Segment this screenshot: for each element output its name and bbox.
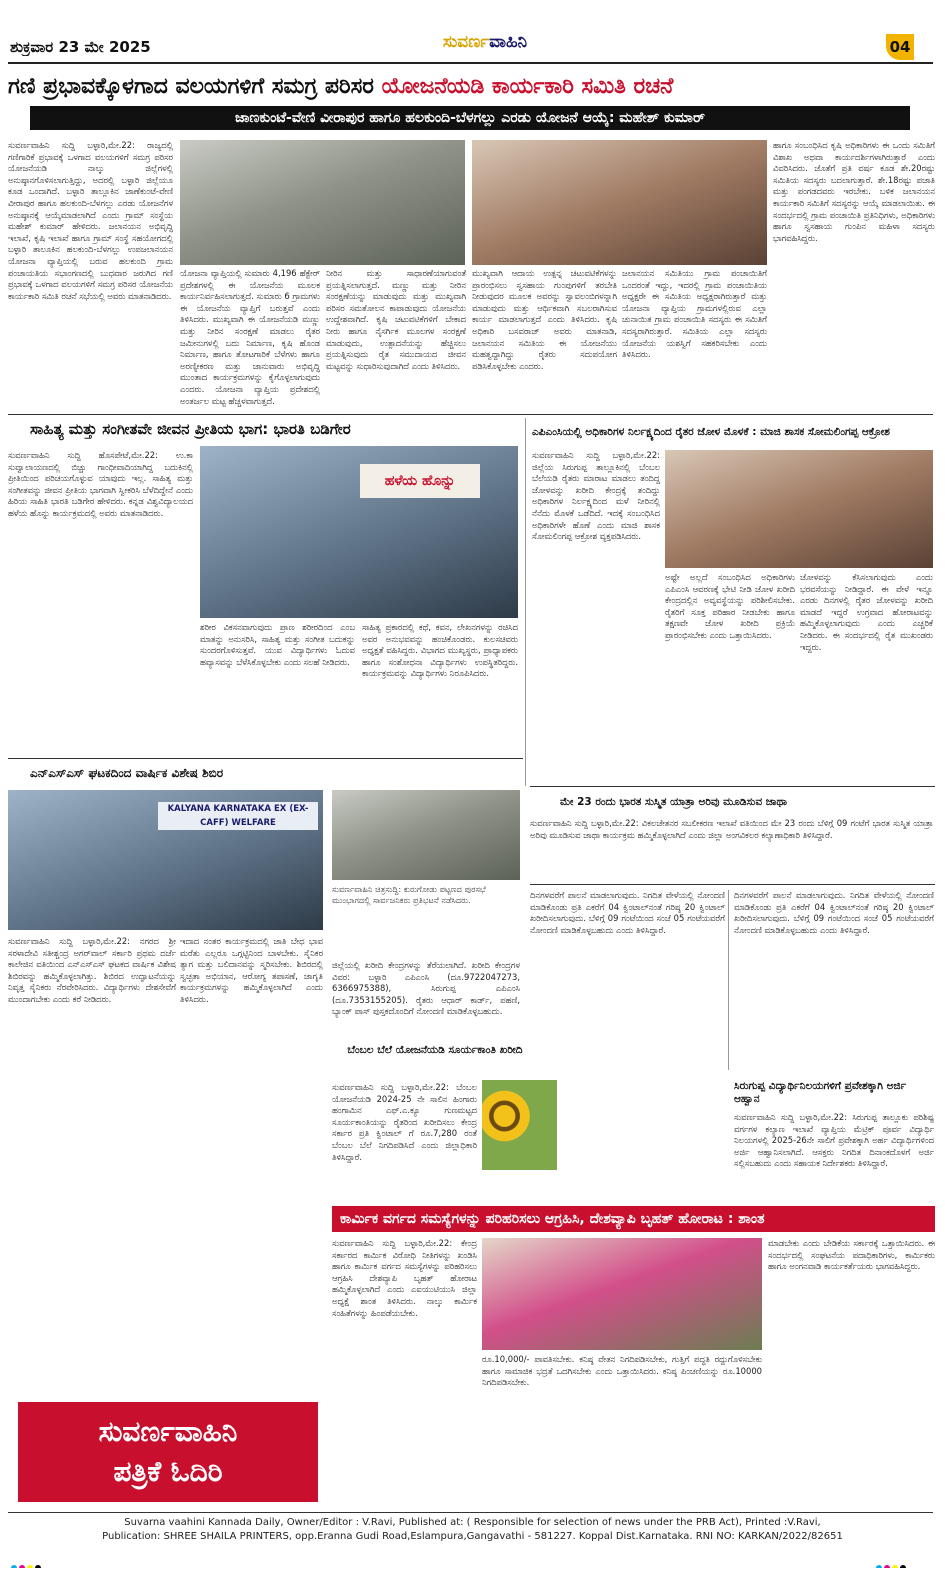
workers-col-3: ಮಾಡಬೇಕು ಎಂದು ಬೇಡಿಕೆಯ ಸರ್ಕಾರಕ್ಕೆ ಒತ್ತಾಯಿಸಿದರು. ಈ ಸಂದರ್ಭದಲ್ಲಿ ಸಂಘಟನೆಯ ಪದಾಧಿಕಾರಿಗಳು, ಕಾರ್ಮಿಕರು ಹಾಗೂ ಅಂಗನವಾಡಿ ಕಾರ್ಯಕರ್ತೆಯರು ಭಾಗವಹಿಸಿದ್ದರು.: [768, 1238, 935, 1272]
lead-col-6: ಹಾಗೂ ಸಂಬಂಧಿಸಿದ ಕೃಷಿ ಅಧಿಕಾರಿಗಳು ಈ ಒಂದು ಸಮಿತಿಗೆ ವಿಶಾಖ ಅಥವಾ ಕಾರ್ಯದರ್ಶಿಗಳಾಗಿರುತ್ತಾರೆ ಎಂದು ವಿವರಿಸಿದರು. ಜೊತೆಗೆ ಪ್ರತಿ ವರ್ಷ ಕೂಡ ಶೇ.20ರಷ್ಟು ಸಮಿತಿಯ ಸದಸ್ಯರು ಬದಲಾಗುತ್ತಾರೆ. ಶೇ.18ರಷ್ಟು ಪಜಾತಿ ಮತ್ತು ಪಂಗಡದವರು ಇರಬೇಕು. ಬಳಿಕ ಜಲಾನಯನ ಕಾರ್ಯಕಾರಿ ಸಮಿತಿಗೆ ಸದಸ್ಯರನ್ನು ಆಯ್ಕೆ ಮಾಡಲಾಯಿತು. ಈ ಸಂದರ್ಭದಲ್ಲಿ ಗ್ರಾಮ ಪಂಚಾಯಿತಿ ಪ್ರತಿನಿಧಿಗಳು, ಅಧಿಕಾರಿಗಳು ಹಾಗೂ ಸ್ವಸಹಾಯ ಗುಂಪಿನ ಮಹಿಳಾ ಸದಸ್ಯರು ಭಾಗವಹಿಸಿದ್ದರು.: [773, 140, 935, 243]
sunflower-headline: ಬೆಂಬಲ ಬೆಲೆ ಯೋಜನೆಯಡಿ ಸೂರ್ಯಕಾಂತಿ ಖರೀದಿ: [347, 1044, 523, 1056]
bharati-headline: ಸಾಹಿತ್ಯ ಮತ್ತು ಸಂಗೀತವೇ ಜೀವನ ಪ್ರೀತಿಯ ಭಾಗ: ಭಾರತಿ ಬಡಿಗೇರ: [30, 420, 351, 438]
magenta-mark: [884, 1565, 890, 1568]
lead-col-4: ಮುಖ್ಯವಾಗಿ ಆದಾಯ ಉತ್ಪನ್ನ ಚಟುವಟಿಕೆಗಳನ್ನು ಪ್ರಾರಂಭಿಸಲು ಸ್ವಸಹಾಯ ಗುಂಪುಗಳಿಗೆ ತರಬೇತಿ ನೀಡುವುದರ ಮೂಲಕ ಅವರನ್ನು ಸ್ವಾವಲಂಬಿಗಳನ್ನಾಗಿ ಮಾಡುವುದು ಮತ್ತು ಆರ್ಥಿಕವಾಗಿ ಸಬಲರಾಗಿಸುವ ಕಾರ್ಯ ಮಾಡಲಾಗುತ್ತದೆ ಎಂದು ತಿಳಿಸಿದರು. ಕೃಷಿ ಅಧಿಕಾರಿ ಬಸವರಾಜ್ ಅವರು ಮಾತನಾಡಿ, ಜಲಾನಯನ ಸಮಿತಿಯ ಈ ಯೋಜನೆಯು ಮಹತ್ವದ್ದಾಗಿದ್ದು ರೈತರು ಸದುಪಯೋಗ ಪಡಿಸಿಕೊಳ್ಳಬೇಕು ಎಂದರು.: [472, 268, 617, 371]
yatra-text: ಸುವರ್ಣವಾಹಿನಿ ಸುದ್ದಿ ಬಳ್ಳಾರಿ,ಮೇ.22: ವಿಕಲಚೇತನರ ಸಬಲೀಕರಣ ಇಲಾಖೆ ವತಿಯಿಂದ ಮೇ 23 ರಂದು ಬೆಳಿಗ್ಗೆ 09 ಗಂಟೆಗೆ ಭಾರತ ಸುಸ್ಮಿತ ಯಾತ್ರಾ ಅರಿವು ಮೂಡಿಸುವ ಜಾಥಾ ಕಾರ್ಯಕ್ರಮ ಹಮ್ಮಿಕೊಳ್ಳಲಾಗಿದೆ ಎಂದು ಜಿಲ್ಲಾ ಅಂಗವಿಕಲರ ಕಲ್ಯಾಣಾಧಿಕಾರಿ ತಿಳಿಸಿದ್ದಾರೆ.: [530, 818, 933, 840]
page-number: 04: [886, 34, 914, 60]
jowar-photo: [665, 450, 933, 568]
sunflower-text: ಸುವರ್ಣವಾಹಿನಿ ಸುದ್ದಿ ಬಳ್ಳಾರಿ,ಮೇ.22: ಬೆಂಬಲ ಯೋಜನೆಯಡಿ 2024-25 ನೇ ಸಾಲಿನ ಹಿಂಗಾರು ಹಂಗಾಮಿನ ಎಫ್.ಎ.ಕ್ಯೂ ಗುಣಮಟ್ಟದ ಸೂರ್ಯಕಾಂತಿಯನ್ನು ರೈತರಿಂದ ಖರೀದಿಸಲು ಕೇಂದ್ರ ಸರ್ಕಾರ ಪ್ರತಿ ಕ್ವಿಂಟಾಲ್ ಗೆ ರೂ.7,280 ರಂತೆ ಬೆಂಬಲ ಬೆಲೆ ನಿಗದಿಪಡಿಸಿದೆ ಎಂದು ಜಿಲ್ಲಾಧಿಕಾರಿ ತಿಳಿಸಿದ್ದಾರೆ.: [332, 1082, 477, 1162]
admission-continued: ದಿನಗಳವರೆಗೆ ಪಾಲನೆ ಮಾಡಲಾಗುವುದು. ನಿಗದಿತ ವೇಳೆಯಲ್ಲಿ ನೋಂದಣಿ ಮಾಡಿಕೊಂಡು ಪ್ರತಿ ಎಕರೆಗೆ 04 ಕ್ವಿಂಟಾಲ್‌ನಂತೆ ಗರಿಷ್ಠ 20 ಕ್ವಿಂಟಾಲ್ ಖರೀದಿಸಲಾಗುವುದು. ಬೆಳಿಗ್ಗೆ 09 ಗಂಟೆಯಿಂದ ಸಂಜೆ 05 ಗಂಟೆಯವರೆಗೆ ನೋಂದಣಿ ಮಾಡಿಕೊಳ್ಳಬಹುದು ಎಂದು ತಿಳಿಸಿದ್ದಾರೆ.: [734, 890, 934, 935]
workers-headline: ಕಾರ್ಮಿಕ ವರ್ಗದ ಸಮಸ್ಯೆಗಳನ್ನು ಪರಿಹರಿಸಲು ಆಗ್ರಹಿಸಿ, ದೇಶವ್ಯಾಪಿ ಬೃಹತ್ ಹೋರಾಟ : ಶಾಂತ: [332, 1206, 935, 1232]
lead-col-1: ಸುವರ್ಣವಾಹಿನಿ ಸುದ್ದಿ ಬಳ್ಳಾರಿ,ಮೇ.22: ರಾಜ್ಯದಲ್ಲಿ ಗಣಿಗಾರಿಕೆ ಪ್ರಭಾವಕ್ಕೆ ಒಳಗಾದ ವಲಯಗಳಿಗೆ ಸಮಗ್ರ ಪರಿಸರ ಯೋಜನೆಯಡಿ ನಾಲ್ಕು ಜಿಲ್ಲೆಗಳಲ್ಲಿ ಅನುಷ್ಠಾನಗೊಳಿಸಲಾಗುತ್ತಿದ್ದು, ಅದರಲ್ಲಿ ಬಳ್ಳಾರಿ ಜಿಲ್ಲೆಯೂ ಕೂಡ ಒಂದಾಗಿದೆ. ಬಳ್ಳಾರಿ ತಾಲ್ಲೂಕಿನ ಜಾಣೆಕುಂಟೆ-ವೇಣಿ ವೀರಾಪುರ ಹಾಗೂ ಹಲಕುಂದಿ-ಬೆಳಗಲ್ಲು ಎರಡು ಯೋಜನೆಗಳ ಅನುಷ್ಠಾನಕ್ಕೆ ಆಯ್ಕೆಮಾಡಲಾಗಿದೆ ಎಂದು ಗ್ರಾಮ್ ಸಂಸ್ಥೆಯ ಮಹೇಶ್ ಕುಮಾರ್ ಹೇಳಿದರು. ಜಲಾನಯನ ಅಭಿವೃದ್ಧಿ ಇಲಾಖೆ, ಕೃಷಿ ಇಲಾಖೆ ಹಾಗೂ ಗ್ರಾಮ್ ಸಂಸ್ಥೆ ಸಹಯೋಗದಲ್ಲಿ ಬಳ್ಳಾರಿ ತಾಲೂಕಿನ ಹಲಕುಂದಿ-ಬೆಳಗಲ್ಲು ಉಪಜಲಾನಯನ ಯೋಜನಾ ವ್ಯಾಪ್ತಿಯಲ್ಲಿ ಬರುವ ಹಲಕುಂದಿ ಗ್ರಾಮ ಪಂಚಾಯತಿಯ ಸಭಾಂಗಣದಲ್ಲಿ ಬುಧವಾರ ಜರುಗಿದ ಗಣಿ ಪ್ರಭಾವಕ್ಕೆ ಒಳಗಾದ ವಲಯಗಳಿಗೆ ಸಮಗ್ರ ಪರಿಸರ ಯೋಜನೆಯ ಕಾರ್ಯಕಾರಿ ಸಮಿತಿ ರಚನೆ ಸಭೆಯಲ್ಲಿ ಅವರು ಮಾತನಾಡಿದರು.: [8, 140, 173, 301]
cyan-mark: [876, 1565, 882, 1568]
yellow-mark: [892, 1565, 898, 1568]
jowar-col-1: ಸುವರ್ಣವಾಹಿನಿ ಸುದ್ದಿ ಬಳ್ಳಾರಿ,ಮೇ.22: ಜಿಲ್ಲೆಯ ಸಿರುಗುಪ್ಪ ತಾಲ್ಲೂಕಿನಲ್ಲಿ ಬೆಂಬಲ ಬೆಲೆಯಡಿ ರೈತರು ಮಾರಾಟ ಮಾಡಲು ತಂದಿದ್ದ ಜೋಳವನ್ನು ಖರೀದಿ ಕೇಂದ್ರಕ್ಕೆ ತಂದಿದ್ದು ಅಧಿಕಾರಿಗಳ ನಿರ್ಲಕ್ಷ್ಯದಿಂದ ಮಳೆ ನೀರಿನಲ್ಲಿ ನೆನೆದು ಮೊಳಕೆ ಒಡೆದಿದೆ. ಇದಕ್ಕೆ ಸಂಬಂಧಿಸಿದ ಅಧಿಕಾರಿಗಳೇ ಹೊಣೆ ಎಂದು ಮಾಜಿ ಶಾಸಕ ಸೋಮಲಿಂಗಪ್ಪ ಆಕ್ರೋಶ ವ್ಯಕ್ತಪಡಿಸಿದರು.: [532, 450, 660, 542]
promo-line-1: ಸುವರ್ಣವಾಹಿನಿ: [98, 1415, 238, 1448]
masthead: [400, 32, 570, 58]
lead-col-2: ಯೋಜನಾ ವ್ಯಾಪ್ತಿಯಲ್ಲಿ ಸುಮಾರು 4,196 ಹೆಕ್ಟೇರ್ ಪ್ರದೇಶಗಳಲ್ಲಿ ಈ ಯೋಜನೆಯ ಮೂಲಕ ಕಾರ್ಯನಿರ್ವಹಿಸಲಾಗುತ್ತದೆ. ಸುಮಾರು 6 ಗ್ರಾಮಗಳು ಈ ಯೋಜನೆಯ ವ್ಯಾಪ್ತಿಗೆ ಬರುತ್ತವೆ ಎಂದು ತಿಳಿಸಿದರು. ಮುಖ್ಯವಾಗಿ ಈ ಯೋಜನೆಯಡಿ ಮಣ್ಣು ಮತ್ತು ನೀರಿನ ಸಂರಕ್ಷಣೆ ಮಾಡಲು ರೈತರ ಜಮೀನುಗಳಲ್ಲಿ ಬದು ನಿರ್ಮಾಣ, ಕೃಷಿ ಹೊಂಡ ನಿರ್ಮಾಣ, ಹಾಗೂ ತೋಟಗಾರಿಕೆ ಬೆಳೆಗಳು ಹಾಗೂ ಅರಣ್ಯೀಕರಣ ಮತ್ತು ಜಾನುವಾರು ಅಭಿವೃದ್ಧಿ ಮುಂತಾದ ಕಾರ್ಯಕ್ರಮಗಳನ್ನು ಕೈಗೊಳ್ಳಲಾಗುವುದು ಎಂದರು. ಯೋಜನಾ ವ್ಯಾಪ್ತಿಯ ಪ್ರದೇಶದಲ್ಲಿ ಅಂತರ್ಜಲ ಮಟ್ಟ ಹೆಚ್ಚಳವಾಗುತ್ತದೆ.: [180, 268, 320, 406]
imprint-line-1: Suvarna vaahini Kannada Daily, Owner/Editor : V.Ravi, Published at: ( Responsible for selection of news under the PRB Act), Printed :V.Ravi,: [124, 1517, 821, 1528]
rally-caption: ಸುವರ್ಣವಾಹಿನಿ ಚಿತ್ರಸುದ್ದಿ: ಕುರುಗೋಡು ಪಟ್ಟಣದ ಪುರಸಭೆ ಮುಂಭಾಗದಲ್ಲಿ ಸಾರ್ವಜನಿಕರು ಪ್ರತಿಭಟನೆ ನಡೆಸಿದರು.: [332, 884, 486, 905]
workers-col-1: ಸುವರ್ಣವಾಹಿನಿ ಸುದ್ದಿ ಬಳ್ಳಾರಿ,ಮೇ.22: ಕೇಂದ್ರ ಸರ್ಕಾರದ ಕಾರ್ಮಿಕ ವಿರೋಧಿ ನೀತಿಗಳನ್ನು ಖಂಡಿಸಿ ಹಾಗೂ ಕಾರ್ಮಿಕ ವರ್ಗದ ಸಮಸ್ಯೆಗಳನ್ನು ಪರಿಹರಿಸಲು ಆಗ್ರಹಿಸಿ ದೇಶವ್ಯಾಪಿ ಬೃಹತ್ ಹೋರಾಟ ಹಮ್ಮಿಕೊಳ್ಳಲಾಗಿದೆ ಎಂದು ಎಐಯುಟಿಯುಸಿ ಜಿಲ್ಲಾ ಅಧ್ಯಕ್ಷೆ ಶಾಂತ ತಿಳಿಸಿದರು. ನಾಲ್ಕು ಕಾರ್ಮಿಕ ಸಂಹಿತೆಗಳನ್ನು ಹಿಂಪಡೆಯಬೇಕು.: [332, 1238, 477, 1318]
issue-date: ಶುಕ್ರವಾರ 23 ಮೇ 2025: [10, 38, 151, 56]
black-mark: [35, 1565, 41, 1568]
nss-banner: KALYANA KARNATAKA EX (EX-CAFF) WELFARE: [158, 802, 318, 830]
rally-photo: [332, 790, 520, 880]
yatra-bottom-rule: [530, 884, 935, 885]
bharati-col-2: ಶರೀರ ವಿಕಸನವಾಗುವುದು ಪ್ರಾಣ ಶರೀರದಿಂದ ಎಂಬ ಮಾತನ್ನು ಅನುಸರಿಸಿ, ಸಾಹಿತ್ಯ ಮತ್ತು ಸಂಗೀತ ಬದುಕನ್ನು ಸುಂದರಗೊಳಿಸುತ್ತವೆ. ಯುವ ವಿದ್ಯಾರ್ಥಿಗಳು ಓದುವ ಹವ್ಯಾಸವನ್ನು ಬೆಳೆಸಿಕೊಳ್ಳಬೇಕು ಎಂದು ಸಲಹೆ ನೀಡಿದರು.: [200, 622, 355, 667]
promo-line-2: ಪತ್ರಿಕೆ ಓದಿರಿ: [113, 1455, 223, 1488]
centers-divider: [728, 890, 729, 1070]
subscribe-promo: [18, 1402, 318, 1502]
admission-headline: ಸಿರುಗುಪ್ಪ ವಿದ್ಯಾರ್ಥಿನಿಲಯಗಳಿಗೆ ಪ್ರವೇಶಕ್ಕಾಗಿ ಅರ್ಜಿ ಆಹ್ವಾನ: [734, 1080, 907, 1105]
cyan-mark: [11, 1565, 17, 1568]
magenta-mark: [19, 1565, 25, 1568]
imprint-line-2: Publication: SHREE SHAILA PRINTERS, opp.Eranna Gudi Road,Eslampura,Gangavathi - 581227. Koppal Dist.Karnataka. RNI NO: KARKAN/2022/82651: [102, 1531, 843, 1542]
nss-photo: [8, 790, 323, 930]
bharati-col-1: ಸುವರ್ಣವಾಹಿನಿ ಸುದ್ದಿ ಹೊಸಪೇಟೆ,ಮೇ.22: ಉ.ಕಾ ಸುವ್ವಾಲಾಯಣದಲ್ಲಿ ಬಿಚ್ಚು ಗಾಂಧೀವಾದಿಯಾಗಿದ್ದ ಬದುಕಿನಲ್ಲಿ ಪ್ರೀತಿಯಿಂದ ಪರಿಚಯಗೊಳ್ಳುವ ಯಾವುದು ಇಲ್ಲ. ಸಾಹಿತ್ಯ ಮತ್ತು ಸಂಗೀತವನ್ನು ಜೀವನ ಪ್ರೀತಿಯ ಭಾಗವಾಗಿ ಸ್ವೀಕರಿಸಿ ಬೆಳೆದಿದ್ದೇನೆ ಎಂದು ಹಿರಿಯ ಸಾಹಿತಿ ಭಾರತಿ ಬಡಿಗೇರ ಹೇಳಿದರು. ಕನ್ನಡ ವಿಶ್ವವಿದ್ಯಾಲಯದ ಹಳೆಯ ಹೊನ್ನು ಕಾರ್ಯಕ್ರಮದಲ್ಲಿ ಅವರು ಮಾತನಾಡಿದರು.: [8, 450, 193, 518]
workers-col-2: ರೂ.10,000/- ಪಾವತಿಸಬೇಕು. ಕನಿಷ್ಠ ವೇತನ ನಿಗದಿಪಡಿಸಬೇಕು, ಗುತ್ತಿಗೆ ಪದ್ಧತಿ ರದ್ದುಗೊಳಿಸಬೇಕು ಹಾಗೂ ಸಾಮಾಜಿಕ ಭದ್ರತೆ ಒದಗಿಸಬೇಕು ಎಂದು ಒತ್ತಾಯಿಸಿದರು. ಕನಿಷ್ಠ ಪಿಂಚಣಿಯನ್ನು ರೂ.10000 ನಿಗದಿಪಡಿಸಬೇಕು.: [482, 1354, 762, 1388]
lead-subhead: ಜಾಣಕುಂಟೆ-ವೇಣಿ ವೀರಾಪುರ ಹಾಗೂ ಹಲಕುಂದಿ-ಬೆಳಗಲ್ಲು ಎರಡು ಯೋಜನೆ ಆಯ್ಕೆ: ಮಹೇಶ್ ಕುಮಾರ್: [30, 106, 910, 130]
lead-photo-2: [472, 140, 767, 265]
lead-headline: [8, 72, 933, 102]
lead-headline-red: ಯೋಜನೆಯಡಿ ಕಾರ್ಯಕಾರಿ ಸಮಿತಿ ರಚನೆ: [381, 74, 674, 99]
centers-text-a: ಜಿಲ್ಲೆಯಲ್ಲಿ ಖರೀದಿ ಕೇಂದ್ರಗಳನ್ನು ತೆರೆಯಲಾಗಿದೆ. ಖರೀದಿ ಕೇಂದ್ರಗಳ ವಿವರ: ಬಳ್ಳಾರಿ ಎಪಿಎಂಸಿ (ದೂ.9722047273, 6366975388), ಸಿರುಗುಪ್ಪ ಎಪಿಎಂಸಿ (ದೂ.7353155205). ರೈತರು ಆಧಾರ್ ಕಾರ್ಡ್, ಪಹಣಿ, ಬ್ಯಾಂಕ್ ಪಾಸ್ ಪುಸ್ತಕದೊಂದಿಗೆ ನೋಂದಣಿ ಮಾಡಿಕೊಳ್ಳಬಹುದು.: [332, 960, 520, 1017]
imprint: [0, 1516, 945, 1544]
workers-photo: [482, 1238, 762, 1350]
jowar-col-2: ಅಷ್ಟೇ ಅಲ್ಲದೆ ಸಂಬಂಧಿಸಿದ ಅಧಿಕಾರಿಗಳು ಎಪಿಎಂಸಿ ಆವರಣಕ್ಕೆ ಭೇಟಿ ನೀಡಿ ಜೋಳ ಖರೀದಿ ಕೇಂದ್ರದಲ್ಲಿನ ಅವ್ಯವಸ್ಥೆಯನ್ನು ಪರಿಶೀಲಿಸಬೇಕು. ರೈತರಿಗೆ ಸೂಕ್ತ ಪರಿಹಾರ ನೀಡಬೇಕು ಹಾಗೂ ತಕ್ಷಣವೇ ಜೋಳ ಖರೀದಿ ಪ್ರಕ್ರಿಯೆ ಪ್ರಾರಂಭಿಸಬೇಕು ಎಂದು ಒತ್ತಾಯಿಸಿದರು.: [665, 572, 795, 640]
bharati-photo: [200, 446, 518, 618]
footer-rule: [8, 1512, 933, 1513]
column-divider: [525, 418, 526, 786]
masthead-part2: ವಾಹಿನಿ: [489, 32, 528, 52]
jowar-headline: ಎಪಿಎಂಸಿಯಲ್ಲಿ ಅಧಿಕಾರಿಗಳ ನಿರ್ಲಕ್ಷ್ಯದಿಂದ ರೈತರ ಜೋಳ ಮೊಳಕೆ : ಮಾಜಿ ಶಾಸಕ ಸೋಮಲಿಂಗಪ್ಪ ಆಕ್ರೋಶ: [532, 426, 890, 438]
bharati-banner: ಹಳೆಯ ಹೊನ್ನು: [360, 464, 480, 498]
lead-headline-black: ಗಣಿ ಪ್ರಭಾವಕ್ಕೊಳಗಾದ ವಲಯಗಳಿಗೆ ಸಮಗ್ರ ಪರಿಸರ: [8, 74, 374, 99]
bharati-col-3: ಸಾಹಿತ್ಯ ಪ್ರಕಾರದಲ್ಲಿ ಕಥೆ, ಕವನ, ಲೇಖನಗಳನ್ನು ರಚಿಸಿದ ಅವರ ಅನುಭವವನ್ನು ಹಂಚಿಕೊಂಡರು. ಕುಲಸಚಿವರು ಅಧ್ಯಕ್ಷತೆ ವಹಿಸಿದ್ದರು. ವಿಭಾಗದ ಮುಖ್ಯಸ್ಥರು, ಪ್ರಾಧ್ಯಾಪಕರು ಹಾಗೂ ಸಂಶೋಧನಾ ವಿದ್ಯಾರ್ಥಿಗಳು ಉಪಸ್ಥಿತರಿದ್ದರು. ಕಾರ್ಯಕ್ರಮವನ್ನು ವಿದ್ಯಾರ್ಥಿಗಳು ನಿರೂಪಿಸಿದರು.: [362, 622, 518, 679]
lead-col-5: ಜಲಾನಯನ ಸಮಿತಿಯು ಗ್ರಾಮ ಪಂಚಾಯಿತಿಗೆ ಒಂದರಂತೆ ಇದ್ದು, ಇದರಲ್ಲಿ ಗ್ರಾಮ ಪಂಚಾಯಿತಿಯ ಅಧ್ಯಕ್ಷರೇ ಈ ಸಮಿತಿಯ ಅಧ್ಯಕ್ಷರಾಗಿರುತ್ತಾರೆ ಮತ್ತು ಯೋಜನಾ ವ್ಯಾಪ್ತಿಯ ಗ್ರಾಮಗಳಲ್ಲಿರುವ ಎಲ್ಲಾ ಚುನಾಯಿತ ಗ್ರಾಮ ಪಂಚಾಯಿತಿ ಸದಸ್ಯರು ಈ ಸಮಿತಿಗೆ ಸದಸ್ಯರಾಗಿರುತ್ತಾರೆ. ಸಮಿತಿಯ ಎಲ್ಲಾ ಸದಸ್ಯರು ಯೋಜನೆಯ ಯಶಸ್ವಿಗೆ ಸಹಕರಿಸಬೇಕು ಎಂದು ತಿಳಿಸಿದರು.: [622, 268, 767, 360]
nss-col-2: ಇದಾದ ನಂತರ ಕಾರ್ಯಕ್ರಮದಲ್ಲಿ ಜಾತಿ ಬೇಧ ಭಾವ ಮರೆತು ಎಲ್ಲರೂ ಒಗ್ಗಟ್ಟಿನಿಂದ ಬಾಳಬೇಕು. ಸೈನಿಕರ ತ್ಯಾಗ ಮತ್ತು ಬಲಿದಾನವನ್ನು ಸ್ಮರಿಸಬೇಕು. ಶಿಬಿರದಲ್ಲಿ ಸ್ವಚ್ಛತಾ ಅಭಿಯಾನ, ಆರೋಗ್ಯ ತಪಾಸಣೆ, ಜಾಗೃತಿ ಕಾರ್ಯಕ್ರಮಗಳನ್ನು ಹಮ್ಮಿಕೊಳ್ಳಲಾಗಿದೆ ಎಂದು ತಿಳಿಸಿದರು.: [180, 936, 323, 1004]
yatra-headline: ಮೇ 23 ರಂದು ಭಾರತ ಸುಸ್ಮಿತ ಯಾತ್ರಾ ಅರಿವು ಮೂಡಿಸುವ ಜಾಥಾ: [560, 796, 788, 808]
jowar-col-3: ಜೋಳವನ್ನು ಕೆಸಿಸಲಾಗುವುದು ಎಂದು ಭರವಸೆಯನ್ನು ನೀಡಿದ್ದಾರೆ. ಈ ವೇಳೆ ಇನ್ನೂ ಎರಡು ದಿನಗಳಲ್ಲಿ ರೈತರ ಜೋಳವನ್ನು ಖರೀದಿ ಮಾಡದೆ ಇದ್ದರೆ ಉಗ್ರವಾದ ಹೋರಾಟವನ್ನು ಹಮ್ಮಿಕೊಳ್ಳಲಾಗುವುದು ಎಂದು ಎಚ್ಚರಿಕೆ ನೀಡಿದರು. ಈ ಸಂದರ್ಭದಲ್ಲಿ ರೈತ ಮುಖಂಡರು ಇದ್ದರು.: [800, 572, 933, 652]
centers-text-b: ದಿನಗಳವರೆಗೆ ಪಾಲನೆ ಮಾಡಲಾಗುವುದು. ನಿಗದಿತ ವೇಳೆಯಲ್ಲಿ ನೋಂದಣಿ ಮಾಡಿಕೊಂಡು ಪ್ರತಿ ಎಕರೆಗೆ 04 ಕ್ವಿಂಟಾಲ್‌ನಂತೆ ಗರಿಷ್ಠ 20 ಕ್ವಿಂಟಾಲ್ ಖರೀದಿಸಲಾಗುವುದು. ಬೆಳಿಗ್ಗೆ 09 ಗಂಟೆಯಿಂದ ಸಂಜೆ 05 ಗಂಟೆಯವರೆಗೆ ನೋಂದಣಿ ಮಾಡಿಕೊಳ್ಳಬಹುದು ಎಂದು ತಿಳಿಸಿದ್ದಾರೆ.: [530, 890, 725, 935]
nss-headline: ಎನ್‌ಎಸ್‌ಎಸ್ ಘಟಕದಿಂದ ವಾರ್ಷಿಕ ವಿಶೇಷ ಶಿಬಿರ: [30, 766, 224, 780]
sunflower-photo: [482, 1080, 557, 1170]
lead-bottom-rule: [8, 414, 933, 415]
admission-text: ಸುವರ್ಣವಾಹಿನಿ ಸುದ್ದಿ ಬಳ್ಳಾರಿ,ಮೇ.22: ಸಿರುಗುಪ್ಪ ತಾಲ್ಲೂಕು ಪರಿಶಿಷ್ಟ ವರ್ಗಗಳ ಕಲ್ಯಾಣ ಇಲಾಖೆ ವ್ಯಾಪ್ತಿಯ ಮೆಟ್ರಿಕ್ ಪೂರ್ವ ವಿದ್ಯಾರ್ಥಿ ನಿಲಯಗಳಲ್ಲಿ 2025-26ನೇ ಸಾಲಿಗೆ ಪ್ರವೇಶಕ್ಕಾಗಿ ಅರ್ಹ ವಿದ್ಯಾರ್ಥಿಗಳಿಂದ ಅರ್ಜಿ ಆಹ್ವಾನಿಸಲಾಗಿದೆ. ಆಸಕ್ತರು ನಿಗದಿತ ದಿನಾಂಕದೊಳಗೆ ಅರ್ಜಿ ಸಲ್ಲಿಸಬಹುದು ಎಂದು ಸಹಾಯಕ ನಿರ್ದೇಶಕರು ತಿಳಿಸಿದ್ದಾರೆ.: [734, 1112, 934, 1169]
bharati-bottom-rule: [8, 758, 523, 759]
color-registration-marks-left: [10, 1556, 70, 1568]
header-rule: [8, 62, 933, 64]
lead-photo-1: [180, 140, 465, 265]
nss-col-1: ಸುವರ್ಣವಾಹಿನಿ ಸುದ್ದಿ ಬಳ್ಳಾರಿ,ಮೇ.22: ನಗರದ ಶ್ರೀ ಸರಳಾದೇವಿ ಸತೀಶ್ಚಂದ್ರ ಅಗರ್‌ವಾಲ್ ಸರ್ಕಾರಿ ಪ್ರಥಮ ದರ್ಜೆ ಕಾಲೇಜಿನ ವತಿಯಿಂದ ಎನ್‌ಎಸ್‌ಎಸ್ ಘಟಕದ ವಾರ್ಷಿಕ ವಿಶೇಷ ಶಿಬಿರವನ್ನು ಹಮ್ಮಿಕೊಳ್ಳಲಾಗಿತ್ತು. ಶಿಬಿರದ ಉದ್ಘಾಟನೆಯನ್ನು ನಿವೃತ್ತ ಸೈನಿಕರು ನೆರವೇರಿಸಿದರು. ವಿದ್ಯಾರ್ಥಿಗಳು ದೇಶಸೇವೆಗೆ ಮುಂದಾಗಬೇಕು ಎಂದು ಕರೆ ನೀಡಿದರು.: [8, 936, 176, 1004]
color-registration-marks-right: [875, 1556, 935, 1568]
black-mark: [900, 1565, 906, 1568]
masthead-part1: ಸುವರ್ಣ: [442, 32, 490, 52]
yellow-mark: [27, 1565, 33, 1568]
jowar-bottom-rule: [530, 786, 935, 787]
lead-col-3: ನೀರಿನ ಮತ್ತು ಸಾಧಾರಣೆಯಾಗುವಂತೆ ಪ್ರಯತ್ನಿಸಲಾಗುತ್ತದೆ. ಮಣ್ಣು ಮತ್ತು ನೀರಿನ ಸಂರಕ್ಷಣೆಯನ್ನು ಮಾಡುವುದು ಮತ್ತು ಮುಖ್ಯವಾಗಿ ಪರಿಸರ ಸಮತೋಲನ ಕಾಪಾಡುವುದು ಯೋಜನೆಯ ಉದ್ದೇಶವಾಗಿದೆ. ಕೃಷಿ ಚಟುವಟಿಕೆಗಳಿಗೆ ಬೇಕಾದ ನೀರು ಹಾಗೂ ನೈಸರ್ಗಿಕ ಮೂಲಗಳ ಸಂರಕ್ಷಣೆ ಮಾಡುವುದು, ಉತ್ಪಾದನೆಯನ್ನು ಹೆಚ್ಚಿಸಲು ಪ್ರಯತ್ನಿಸುವುದು ರೈತ ಸಮುದಾಯದ ಜೀವನ ಮಟ್ಟವನ್ನು ಸುಧಾರಿಸುವುದಾಗಿದೆ ಎಂದು ತಿಳಿಸಿದರು.: [326, 268, 466, 371]
